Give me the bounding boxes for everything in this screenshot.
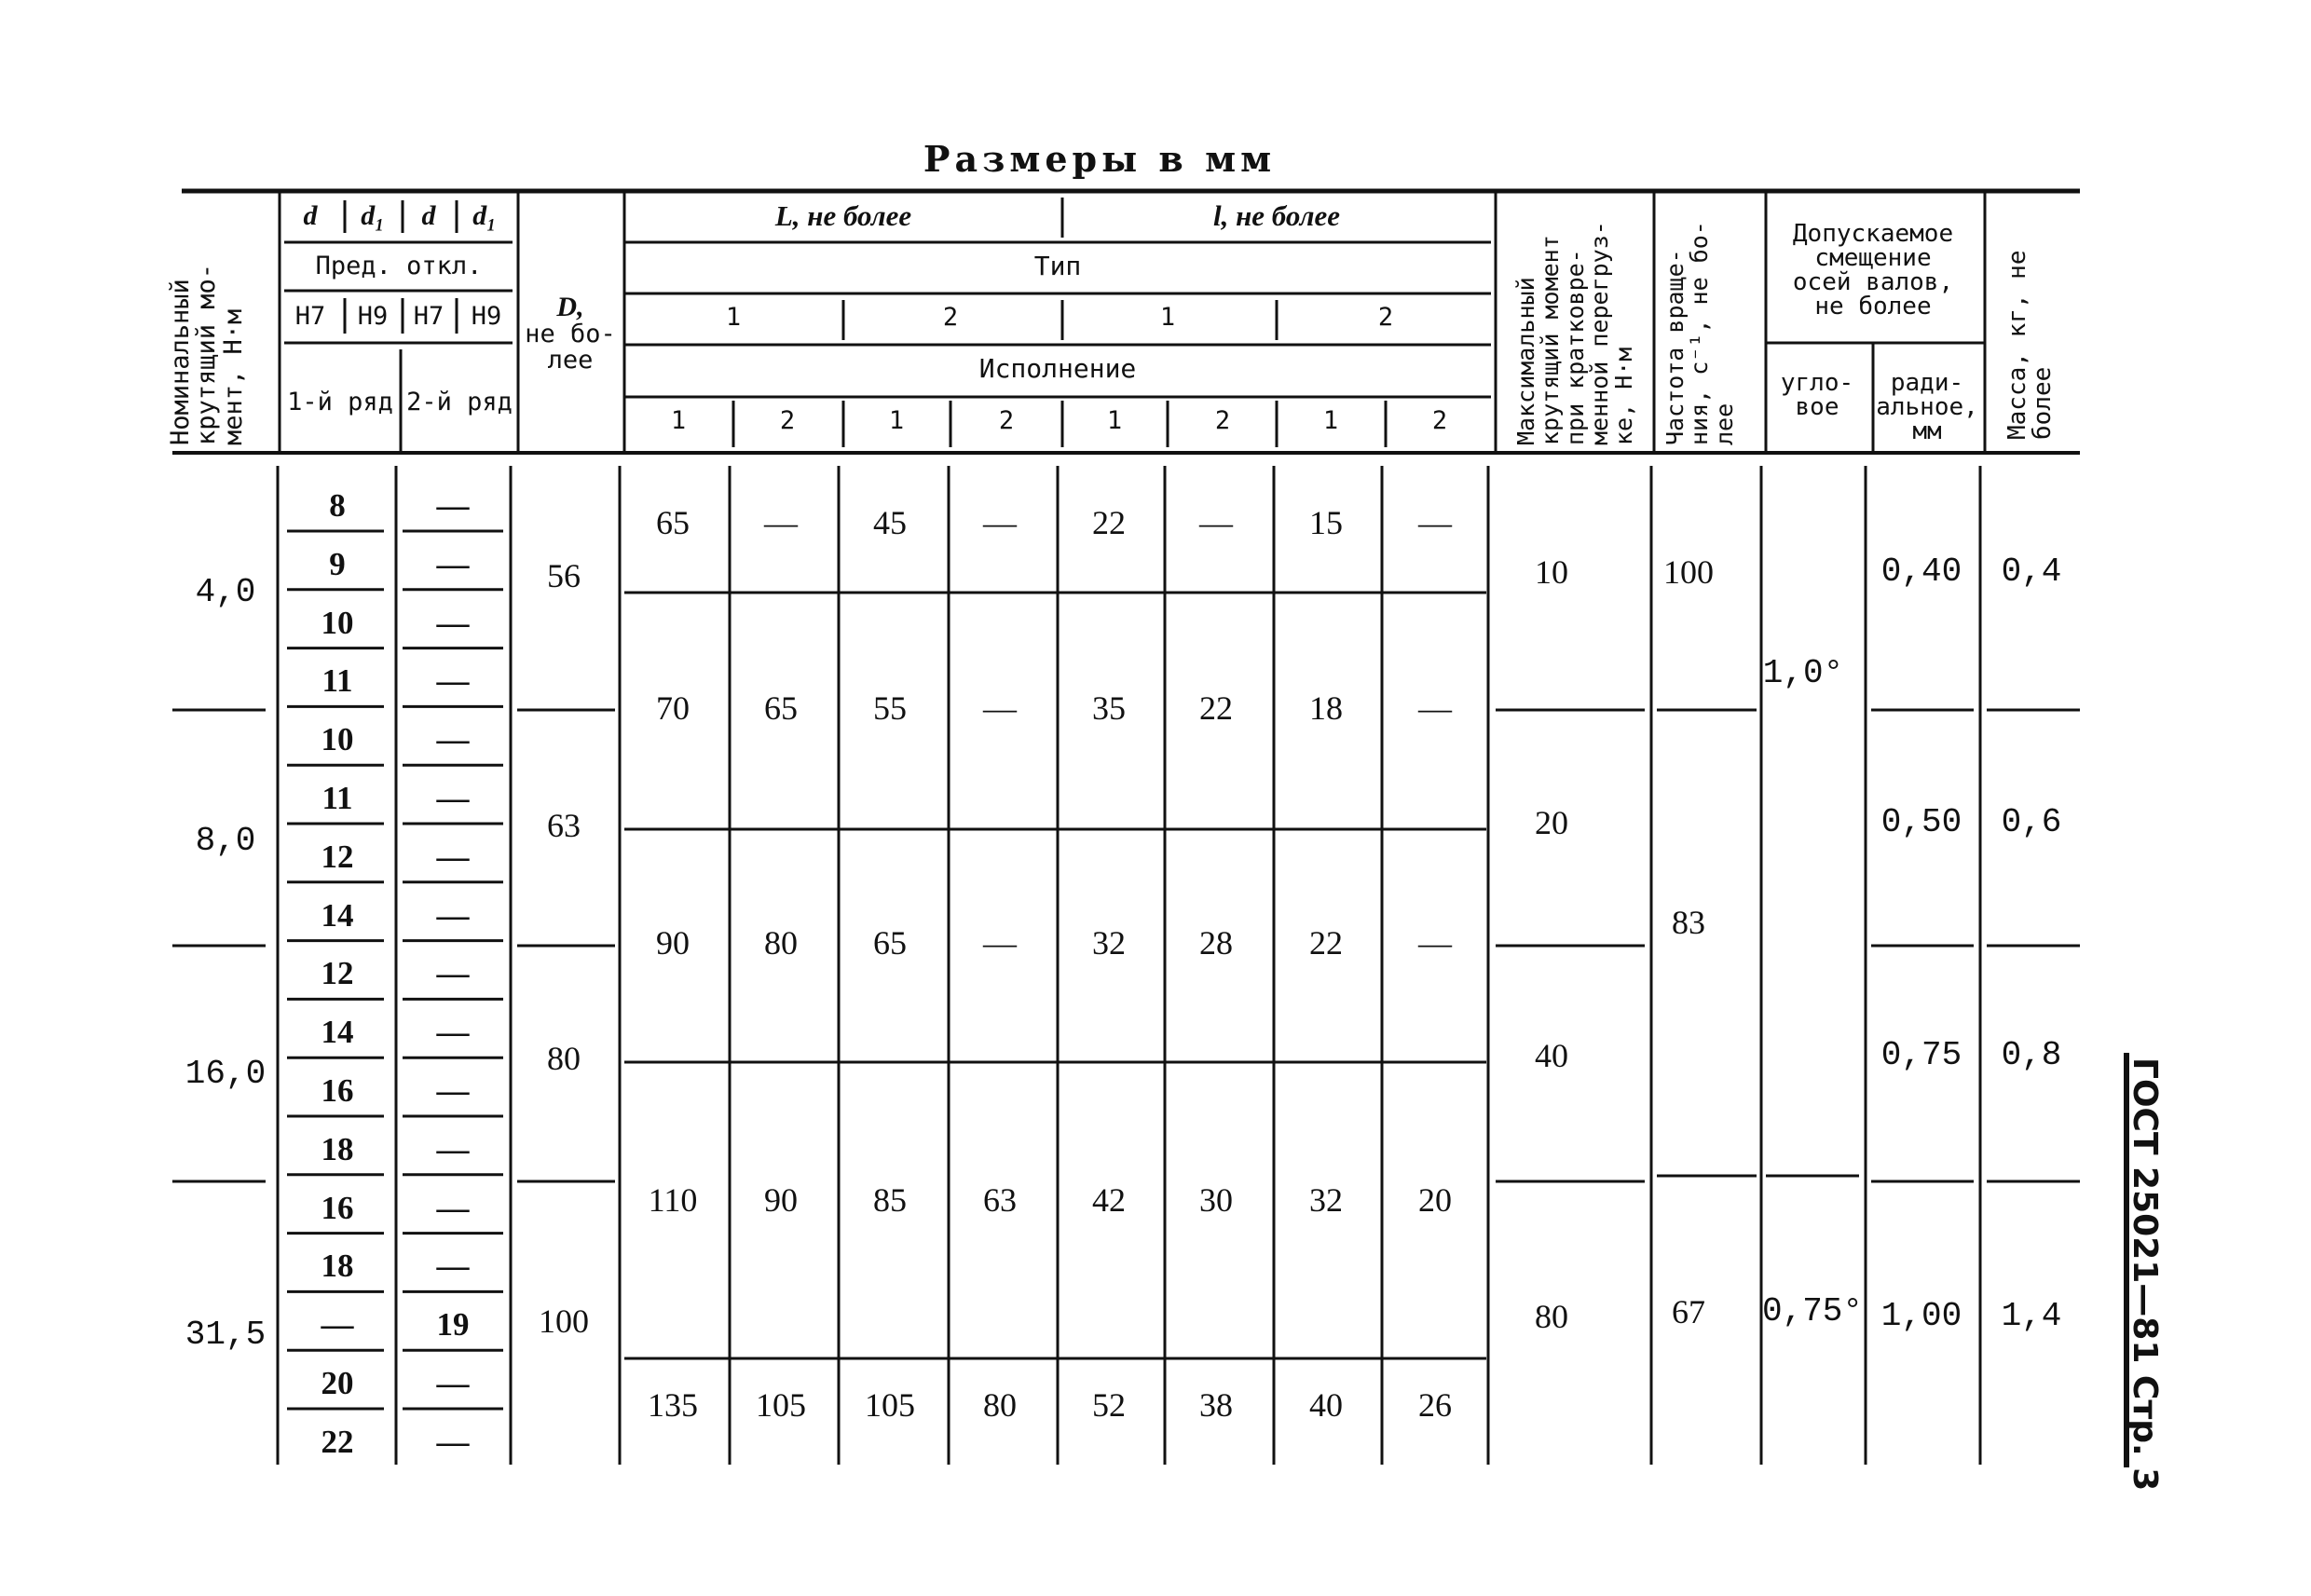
header-exec-5: 1 bbox=[1106, 406, 1123, 435]
D-value: 100 bbox=[539, 1303, 589, 1340]
dimension-cell: 65 bbox=[764, 689, 798, 727]
d-second-row-value: — bbox=[436, 545, 470, 582]
header-exec-1: 1 bbox=[670, 406, 687, 435]
header-d1: d₁ bbox=[361, 200, 385, 231]
D-value: 63 bbox=[547, 807, 581, 844]
d-first-row-value: 14 bbox=[321, 1014, 354, 1051]
dimension-cell: 80 bbox=[983, 1386, 1017, 1424]
radial-offset-value: 0,50 bbox=[1880, 803, 1962, 841]
header-tolerance: Пред. откл. bbox=[315, 252, 483, 280]
d-second-row-value: — bbox=[436, 1423, 470, 1460]
header-angular-1: угло- bbox=[1780, 369, 1854, 397]
max-torque-value: 80 bbox=[1535, 1298, 1568, 1335]
dimension-cell: 18 bbox=[1309, 689, 1343, 727]
header-row-1: 1-й ряд bbox=[287, 388, 393, 416]
header-d: d bbox=[303, 200, 318, 231]
dimension-cell: 55 bbox=[873, 689, 907, 727]
mass-value: 0,4 bbox=[2001, 552, 2062, 591]
d-first-row-value: 18 bbox=[321, 1130, 354, 1167]
dimension-cell: — bbox=[1418, 689, 1452, 727]
max-torque-value: 20 bbox=[1535, 804, 1568, 841]
header-type-1: 1 bbox=[725, 303, 742, 332]
d-second-row-value: — bbox=[436, 955, 470, 992]
page-title: Размеры в мм bbox=[923, 138, 1277, 180]
header-exec-4: 2 bbox=[998, 406, 1015, 435]
header-execution: Исполнение bbox=[978, 353, 1137, 384]
mass-value: 0,8 bbox=[2001, 1036, 2062, 1074]
max-torque-value: 10 bbox=[1535, 553, 1568, 591]
d-first-row-value: 10 bbox=[321, 604, 354, 641]
torque-value: 8,0 bbox=[195, 822, 256, 860]
dimension-cell: 35 bbox=[1092, 689, 1126, 727]
radial-offset-value: 0,75 bbox=[1880, 1036, 1962, 1074]
header-type-2: 2 bbox=[942, 303, 959, 332]
header-offset-3: осей валов, bbox=[1792, 268, 1954, 296]
d-first-row-value: — bbox=[321, 1306, 354, 1344]
d-second-row-value: — bbox=[436, 1248, 470, 1285]
d-first-row-value: 22 bbox=[321, 1423, 354, 1460]
d-second-row-value: — bbox=[436, 896, 470, 934]
header-radial-1: ради- bbox=[1890, 369, 1964, 397]
dimension-cell: — bbox=[983, 689, 1017, 727]
radial-offset-value: 1,00 bbox=[1880, 1297, 1962, 1335]
header-max-torque: Максимальный крутящий момент при кратковре-менной перегруз-ке, Н·м bbox=[1512, 221, 1637, 445]
dimension-cell: 42 bbox=[1092, 1181, 1126, 1219]
d-first-row-value: 12 bbox=[321, 955, 354, 992]
max-torque-value: 40 bbox=[1535, 1037, 1568, 1074]
dimension-cell: 22 bbox=[1092, 504, 1126, 541]
header-radial-2: альное, bbox=[1876, 393, 1978, 421]
frequency-value: 67 bbox=[1672, 1293, 1705, 1330]
dimension-cell: 105 bbox=[865, 1386, 915, 1424]
header-h7-second: Н7 bbox=[413, 302, 444, 331]
header-exec-8: 2 bbox=[1431, 406, 1448, 435]
d-second-row-value: — bbox=[436, 487, 470, 524]
header-D-symbol: D, bbox=[556, 292, 584, 322]
frequency-value: 83 bbox=[1672, 904, 1705, 941]
d-second-row-value: — bbox=[436, 1130, 470, 1167]
dimension-cell: — bbox=[764, 504, 798, 541]
d-first-row-value: 11 bbox=[321, 662, 353, 700]
d-second-row-value: — bbox=[436, 662, 470, 700]
dimension-cell: 28 bbox=[1199, 924, 1233, 962]
d-second-row-value: 19 bbox=[436, 1306, 470, 1344]
mass-value: 0,6 bbox=[2001, 803, 2062, 841]
dimension-cell: 90 bbox=[656, 924, 690, 962]
header-radial-3: мм bbox=[1912, 417, 1942, 445]
dimension-cell: 32 bbox=[1309, 1181, 1343, 1219]
dimension-cell: 45 bbox=[873, 504, 907, 541]
d-first-row-value: 10 bbox=[321, 721, 354, 758]
header-nominal-torque: Номинальный крутящий мо-мент, Н·м bbox=[166, 263, 248, 445]
header-angular-2: вое bbox=[1795, 393, 1839, 421]
header-offset-1: Допускаемое bbox=[1792, 220, 1954, 248]
header-exec-7: 1 bbox=[1322, 406, 1339, 435]
dimension-cell: 90 bbox=[764, 1181, 798, 1219]
dimension-cell: 80 bbox=[764, 924, 798, 962]
dimension-cell: 22 bbox=[1199, 689, 1233, 727]
frequency-value: 100 bbox=[1663, 553, 1714, 591]
d-first-row-value: 9 bbox=[329, 545, 346, 582]
D-value: 80 bbox=[547, 1040, 581, 1077]
header-exec-3: 1 bbox=[888, 406, 905, 435]
dimension-cell: 38 bbox=[1199, 1386, 1233, 1424]
torque-value: 16,0 bbox=[185, 1055, 267, 1093]
header-frequency: Частота враще-ния, с⁻¹, не бо-лее bbox=[1661, 221, 1738, 445]
header-h9-first: Н9 bbox=[357, 302, 389, 331]
dimension-cell: 26 bbox=[1418, 1386, 1452, 1424]
dimension-cell: 135 bbox=[648, 1386, 698, 1424]
dimension-cell: 20 bbox=[1418, 1181, 1452, 1219]
d-first-row-value: 18 bbox=[321, 1248, 354, 1285]
header-L: L, не более bbox=[774, 199, 912, 232]
header-offset-4: не более bbox=[1814, 293, 1932, 321]
dimension-cell: 52 bbox=[1092, 1386, 1126, 1424]
header-D-text-1: не бо- bbox=[525, 320, 616, 348]
dimension-cell: 15 bbox=[1309, 504, 1343, 541]
angular-offset-value: 0,75° bbox=[1761, 1292, 1864, 1330]
header-d1-second: d₁ bbox=[472, 200, 497, 231]
dimension-cell: — bbox=[1418, 504, 1452, 541]
dimension-cell: 32 bbox=[1092, 924, 1126, 962]
header-d-second: d bbox=[421, 200, 436, 231]
radial-offset-value: 0,40 bbox=[1880, 552, 1962, 591]
d-first-row-value: 20 bbox=[321, 1365, 354, 1401]
header-row-2: 2-й ряд bbox=[406, 388, 513, 416]
header-D-text-2: лее bbox=[547, 346, 594, 375]
dimension-cell: 30 bbox=[1199, 1181, 1233, 1219]
d-second-row-value: — bbox=[436, 604, 470, 641]
dimension-cell: 110 bbox=[648, 1181, 698, 1219]
side-caption: ГОСТ 25021—81 Стр. 3 bbox=[2126, 1057, 2164, 1492]
dimension-cell: 22 bbox=[1309, 924, 1343, 962]
mass-value: 1,4 bbox=[2001, 1297, 2062, 1335]
d-second-row-value: — bbox=[436, 1189, 470, 1226]
torque-value: 31,5 bbox=[185, 1316, 267, 1354]
header-offset-2: смещение bbox=[1814, 244, 1932, 272]
d-second-row-value: — bbox=[436, 780, 470, 816]
dimension-cell: 65 bbox=[656, 504, 690, 541]
header-l: l, не более bbox=[1212, 199, 1341, 232]
header-mass: Масса, кг, не более bbox=[2003, 250, 2058, 440]
d-second-row-value: — bbox=[436, 721, 470, 758]
header-exec-6: 2 bbox=[1214, 406, 1231, 435]
dimension-cell: 70 bbox=[656, 689, 690, 727]
dimension-cell: — bbox=[983, 504, 1017, 541]
dimension-cell: 63 bbox=[983, 1181, 1017, 1219]
dimension-cell: 85 bbox=[873, 1181, 907, 1219]
header-type-2b: 2 bbox=[1377, 303, 1394, 332]
header-type-1b: 1 bbox=[1159, 303, 1176, 332]
header-h7-first: Н7 bbox=[294, 302, 326, 331]
header-type: Тип bbox=[1033, 251, 1082, 281]
d-first-row-value: 12 bbox=[321, 838, 354, 875]
header-h9-second: Н9 bbox=[471, 302, 502, 331]
d-second-row-value: — bbox=[436, 1365, 470, 1401]
header-exec-2: 2 bbox=[779, 406, 796, 435]
d-first-row-value: 16 bbox=[321, 1072, 354, 1109]
d-first-row-value: 14 bbox=[321, 896, 354, 934]
angular-offset-value: 1,0° bbox=[1762, 654, 1844, 692]
dimension-cell: — bbox=[1418, 924, 1452, 962]
dimension-cell: — bbox=[1199, 504, 1233, 541]
dimension-cell: 105 bbox=[756, 1386, 806, 1424]
d-first-row-value: 8 bbox=[329, 487, 346, 524]
d-first-row-value: 16 bbox=[321, 1189, 354, 1226]
D-value: 56 bbox=[547, 557, 581, 594]
dimension-cell: 40 bbox=[1309, 1386, 1343, 1424]
d-first-row-value: 11 bbox=[321, 780, 353, 816]
d-second-row-value: — bbox=[436, 838, 470, 875]
dimension-cell: 65 bbox=[873, 924, 907, 962]
d-second-row-value: — bbox=[436, 1072, 470, 1109]
dimension-cell: — bbox=[983, 924, 1017, 962]
torque-value: 4,0 bbox=[195, 573, 256, 611]
d-second-row-value: — bbox=[436, 1014, 470, 1051]
